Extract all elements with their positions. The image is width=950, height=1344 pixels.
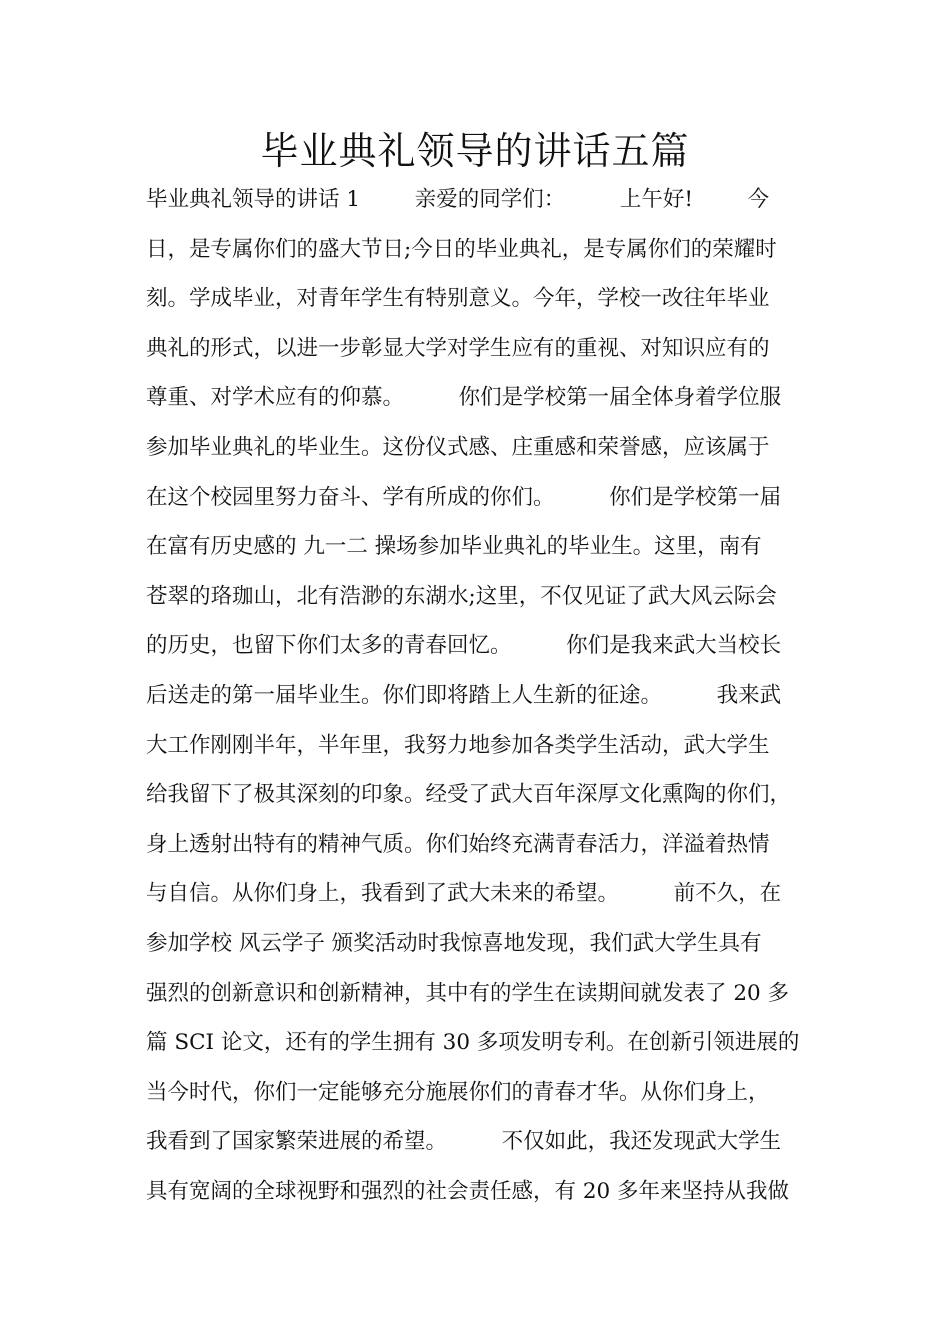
body-line: 的历史，也留下你们太多的青春回忆。 你们是我来武大当校长 [146,633,782,659]
body-line: 我看到了国家繁荣进展的希望。 不仅如此，我还发现武大学生 [146,1129,782,1155]
body-line: 在这个校园里努力奋斗、学有所成的你们。 你们是学校第一届 [146,484,782,510]
body-line: 后送走的第一届毕业生。你们即将踏上人生新的征途。 我来武 [146,682,782,708]
body-line: 大工作刚刚半年，半年里，我努力地参加各类学生活动，武大学生 [146,732,770,758]
body-line: 具有宽阔的全球视野和强烈的社会责任感，有 20 多年来坚持从我做 [146,1178,790,1204]
body-line: 毕业典礼领导的讲话 1 亲爱的同学们： 上午好! 今 [146,187,770,212]
body-line: 身上透射出特有的精神气质。你们始终充满青春活力，洋溢着热情 [146,831,770,857]
body-line: 刻。学成毕业，对青年学生有特别意义。今年，学校一改往年毕业 [146,286,770,312]
body-line: 给我留下了极其深刻的印象。经受了武大百年深厚文化熏陶的你们， [146,782,792,808]
document-title: 毕业典礼领导的讲话五篇 [260,129,690,173]
body-line: 强烈的创新意识和创新精神，其中有的学生在读期间就发表了 20 多 [146,980,790,1006]
document-body [146,180,826,1221]
body-line: 典礼的形式，以进一步彰显大学对学生应有的重视、对知识应有的 [146,335,770,361]
body-line: 参加学校 风云学子 颁奖活动时我惊喜地发现，我们武大学生具有 [146,930,762,956]
body-line: 篇 SCI 论文，还有的学生拥有 30 多项发明专利。在创新引领进展的 [146,1030,800,1056]
body-line: 与自信。从你们身上，我看到了武大未来的希望。 前不久，在 [146,881,782,907]
body-line: 在富有历史感的 九一二 操场参加毕业典礼的毕业生。这里，南有 [146,534,762,560]
body-line: 参加毕业典礼的毕业生。这份仪式感、庄重感和荣誉感，应该属于 [146,434,770,460]
body-line: 当今时代，你们一定能够充分施展你们的青春才华。从你们身上， [146,1079,770,1105]
body-line: 尊重、对学术应有的仰慕。 你们是学校第一届全体身着学位服 [146,385,782,411]
body-line: 日，是专属你们的盛大节日;今日的毕业典礼，是专属你们的荣耀时 [146,236,777,262]
body-line: 苍翠的珞珈山，北有浩渺的东湖水;这里，不仅见证了武大风云际会 [146,583,777,609]
